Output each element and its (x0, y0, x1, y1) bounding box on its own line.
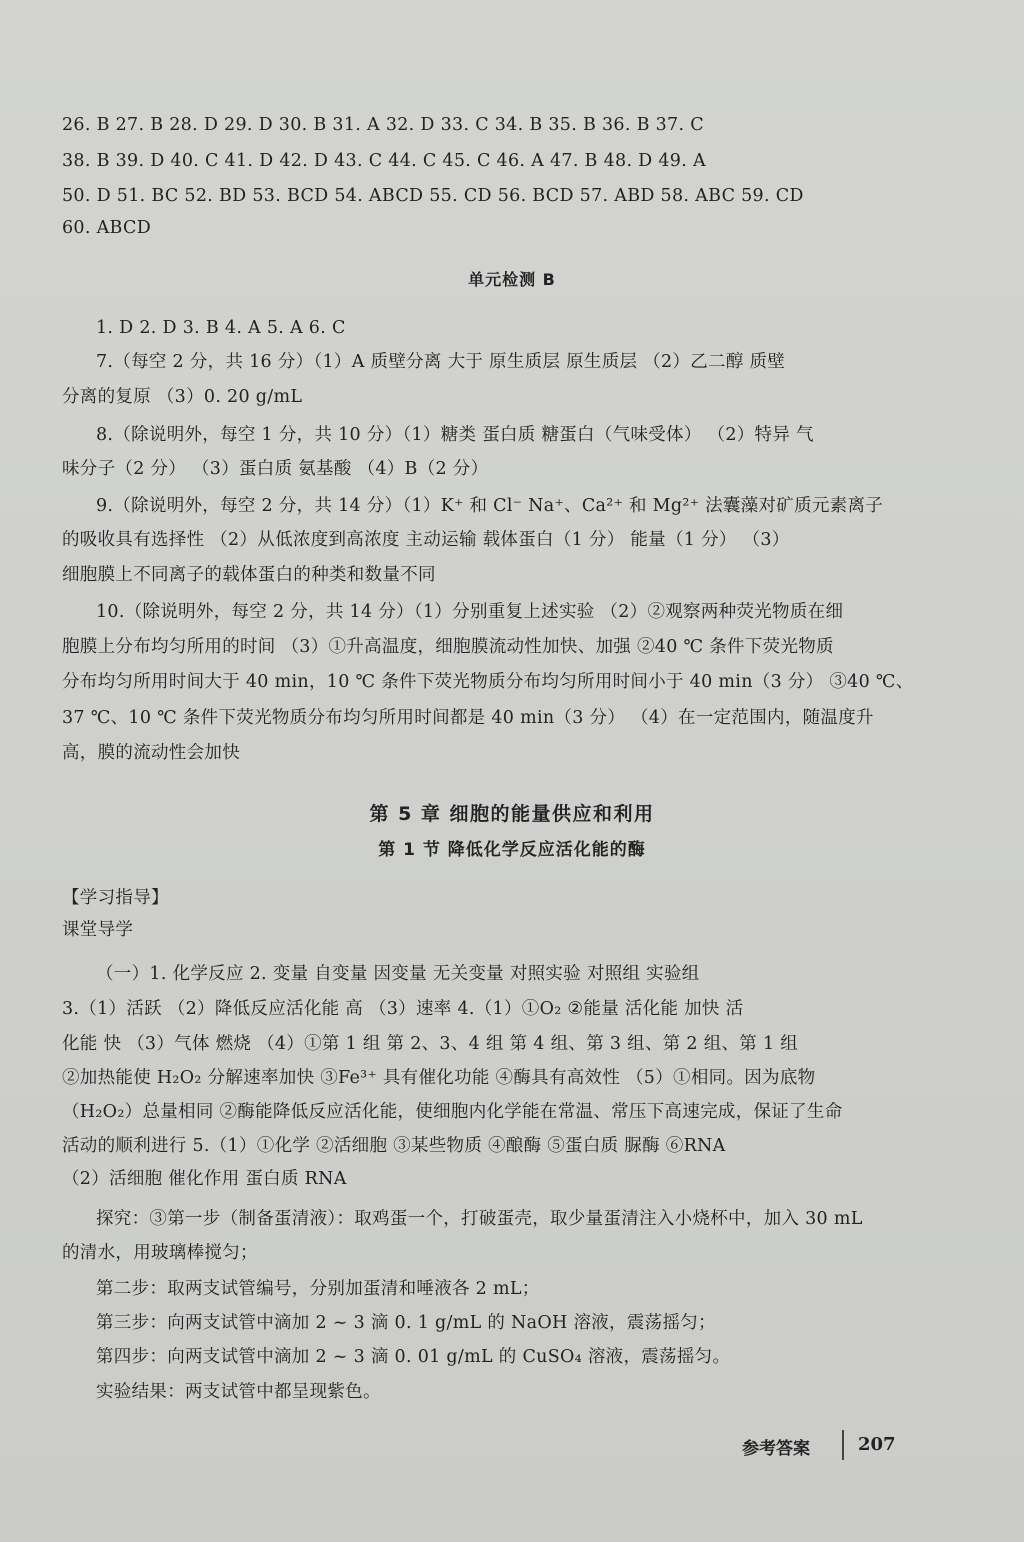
answer-line: 第二步：取两支试管编号，分别加蛋清和唾液各 2 mL； (96, 1279, 540, 1299)
section-title: 第 1 节 降低化学反应活化能的酶 (378, 840, 646, 860)
answer-line: 分离的复原 （3）0. 20 g/mL (62, 387, 303, 407)
answer-line: 37 ℃、10 ℃ 条件下荧光物质分布均匀所用时间都是 40 min（3 分） （4）在一定范围内，随温度升 (62, 708, 874, 728)
answer-line: 的吸收具有选择性 （2）从低浓度到高浓度 主动运输 载体蛋白（1 分） 能量（1 分） （3） (62, 530, 790, 550)
answer-line: 第三步：向两支试管中滴加 2 ~ 3 滴 0. 1 g/mL 的 NaOH 溶液，震荡摇匀； (96, 1313, 716, 1333)
answer-line: （H₂O₂）总量相同 ②酶能降低反应活化能，使细胞内化学能在常温、常压下高速完成，保证了生命 (62, 1102, 843, 1122)
answer-line: ②加热能使 H₂O₂ 分解速率加快 ③Fe³⁺ 具有催化功能 ④酶具有高效性 （5）①相同。因为底物 (62, 1068, 816, 1088)
answer-line: 10.（除说明外，每空 2 分，共 14 分）（1）分别重复上述实验 （2）②观察两种荧光物质在细 (96, 602, 844, 622)
answer-line: 实验结果：两支试管中都呈现紫色。 (96, 1382, 381, 1402)
answer-line: （2）活细胞 催化作用 蛋白质 RNA (62, 1169, 347, 1189)
footer-label: 参考答案 (742, 1439, 810, 1459)
answer-line: 50. D 51. BC 52. BD 53. BCD 54. ABCD 55. CD 56. BCD 57. ABD 58. ABC 59. CD (62, 186, 804, 206)
answer-line: 3.（1）活跃 （2）降低反应活化能 高 （3）速率 4.（1）①O₂ ②能量 活化能 加快 活 (62, 999, 744, 1019)
answer-line: 26. B 27. B 28. D 29. D 30. B 31. A 32. D 33. C 34. B 35. B 36. B 37. C (62, 115, 704, 135)
footer-divider (842, 1430, 844, 1460)
answer-line: 60. ABCD (62, 218, 152, 238)
answer-line: 化能 快 （3）气体 燃烧 （4）①第 1 组 第 2、3、4 组 第 4 组、第 3 组、第 2 组、第 1 组 (62, 1034, 799, 1054)
answer-line: （一）1. 化学反应 2. 变量 自变量 因变量 无关变量 对照实验 对照组 实验组 (96, 964, 700, 984)
answer-line: 细胞膜上不同离子的载体蛋白的种类和数量不同 (62, 565, 436, 585)
answer-line: 活动的顺利进行 5.（1）①化学 ②活细胞 ③某些物质 ④酿酶 ⑤蛋白质 脲酶 ⑥RNA (62, 1136, 726, 1156)
study-guide-heading: 【学习指导】 (62, 888, 169, 908)
answer-line: 38. B 39. D 40. C 41. D 42. D 43. C 44. C 45. C 46. A 47. B 48. D 49. A (62, 151, 706, 171)
answer-line: 9.（除说明外，每空 2 分，共 14 分）（1）K⁺ 和 Cl⁻ Na⁺、Ca²⁺ 和 Mg²⁺ 法囊藻对矿质元素离子 (96, 496, 884, 516)
answer-line: 7.（每空 2 分，共 16 分）（1）A 质壁分离 大于 原生质层 原生质层 （2）乙二醇 质壁 (96, 352, 786, 372)
unit-test-title: 单元检测 B (468, 270, 556, 289)
page-number: 207 (858, 1434, 896, 1455)
answer-line: 分布均匀所用时间大于 40 min，10 ℃ 条件下荧光物质分布均匀所用时间小于 40 min（3 分） ③40 ℃、 (62, 672, 914, 692)
class-guide-heading: 课堂导学 (62, 920, 134, 940)
answer-line: 1. D 2. D 3. B 4. A 5. A 6. C (96, 318, 346, 338)
answer-line: 胞膜上分布均匀所用的时间 （3）①升高温度，细胞膜流动性加快、加强 ②40 ℃ 条件下荧光物质 (62, 637, 834, 657)
answer-line: 探究：③第一步（制备蛋清液）：取鸡蛋一个，打破蛋壳，取少量蛋清注入小烧杯中，加入 30 mL (96, 1209, 863, 1229)
chapter-title: 第 5 章 细胞的能量供应和利用 (369, 803, 655, 825)
answer-line: 8.（除说明外，每空 1 分，共 10 分）（1）糖类 蛋白质 糖蛋白（气味受体） （2）特异 气 (96, 425, 814, 445)
answer-line: 的清水，用玻璃棒搅匀； (62, 1243, 258, 1263)
answer-line: 味分子（2 分） （3）蛋白质 氨基酸 （4）B（2 分） (62, 459, 489, 479)
answer-line: 第四步：向两支试管中滴加 2 ~ 3 滴 0. 01 g/mL 的 CuSO₄ 溶液，震荡摇匀。 (96, 1347, 731, 1367)
answer-line: 高，膜的流动性会加快 (62, 743, 240, 763)
